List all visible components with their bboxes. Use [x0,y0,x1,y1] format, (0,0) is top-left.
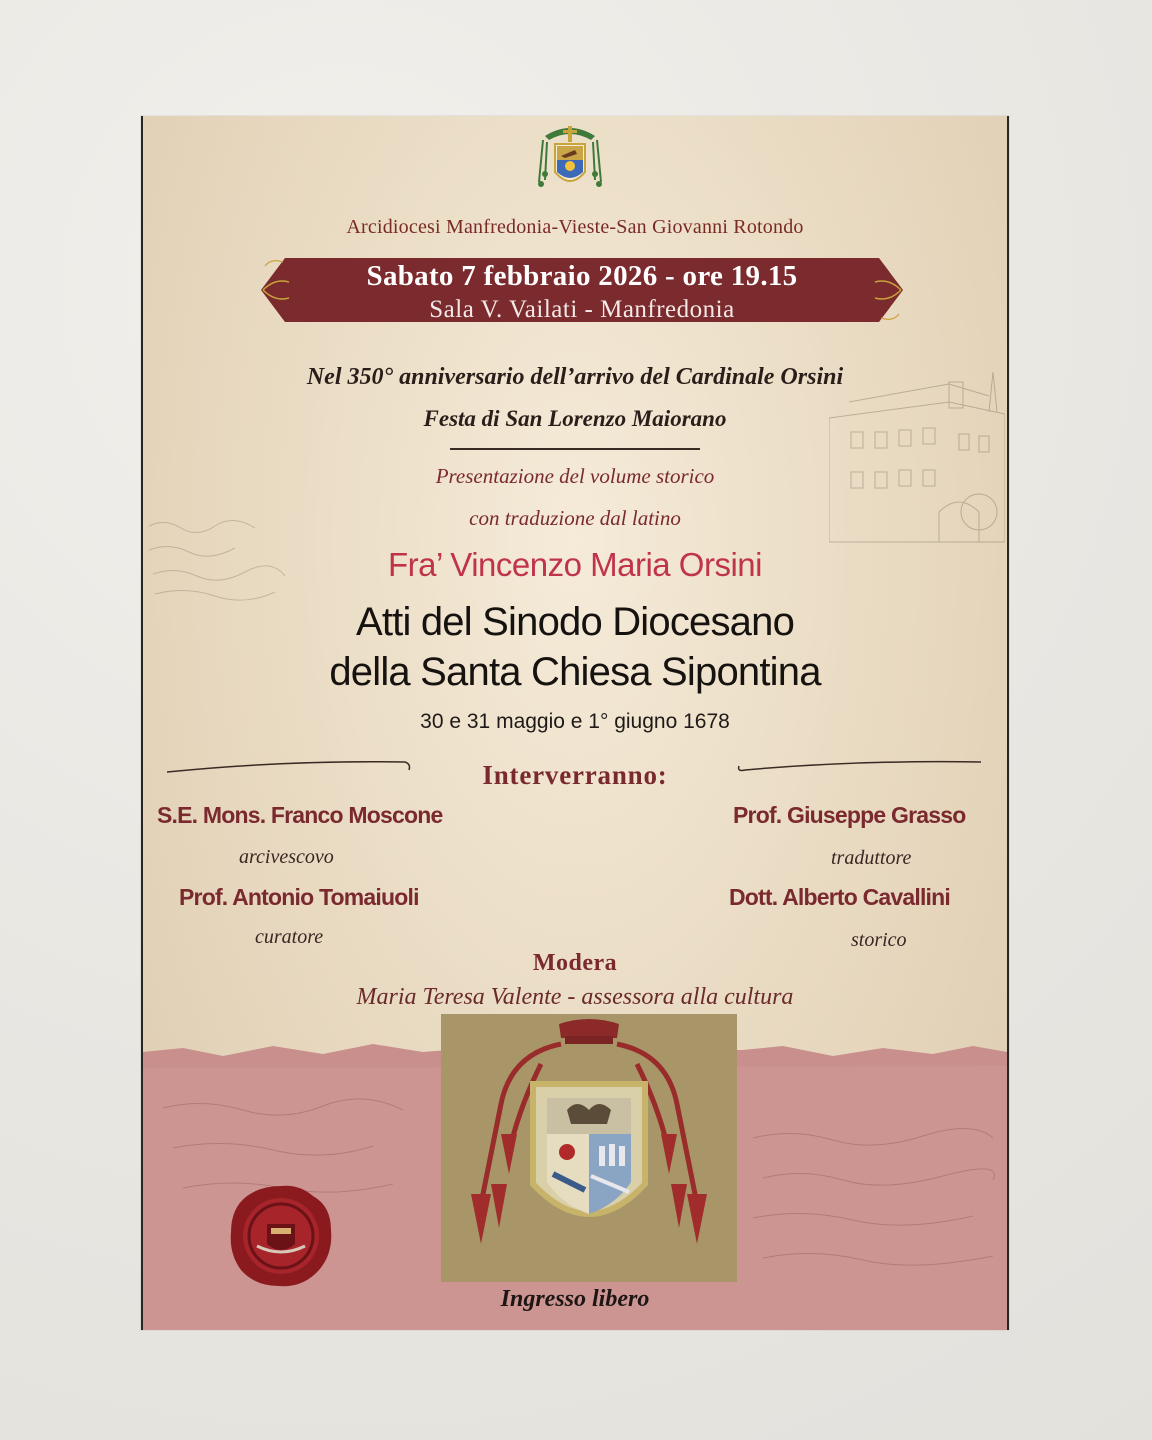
archbishop-coat-of-arms-icon [535,122,605,198]
book-author: Fra’ Vincenzo Maria Orsini [388,546,762,583]
feast-line: Festa di San Lorenzo Maiorano [423,406,727,431]
anniversary-line: Nel 350° anniversario dell’arrivo del Cardinale Orsini [306,364,844,390]
speaker-role: curatore [255,926,324,948]
divider [450,448,700,450]
diocese-name: Arcidiocesi Manfredonia-Vieste-San Giovanni Rotondo [346,216,804,238]
embroidered-coat-of-arms-image [441,1014,737,1282]
synod-dates: 30 e 31 maggio e 1° giugno 1678 [420,710,730,733]
moderator-name: Maria Teresa Valente - assessora alla cultura [356,984,794,1010]
book-title-line-2: della Santa Chiesa Sipontina [329,650,821,694]
presentation-line-1: Presentazione del volume storico [435,464,715,488]
speaker-name: S.E. Mons. Franco Moscone [157,802,443,828]
book-title-line-1: Atti del Sinodo Diocesano [355,600,795,644]
speaker-role: storico [851,929,907,951]
speakers-heading: Interverranno: [482,760,668,790]
event-poster [141,116,1009,1330]
speaker-role: traduttore [831,847,912,869]
free-entry-note: Ingresso libero [500,1286,650,1312]
wax-seal-icon [227,1182,335,1290]
speaker-name: Dott. Alberto Cavallini [729,884,950,910]
event-location: Sala V. Vailati - Manfredonia [429,296,735,323]
moderator-heading: Modera [532,950,618,976]
speaker-name: Prof. Giuseppe Grasso [733,802,966,828]
event-date-time: Sabato 7 febbraio 2026 - ore 19.15 [366,260,798,292]
presentation-line-2: con traduzione dal latino [469,506,681,530]
speaker-role: arcivescovo [239,846,334,868]
date-location-banner [261,258,903,322]
flourish-right-icon [737,758,981,778]
speaker-name: Prof. Antonio Tomaiuoli [179,884,419,910]
